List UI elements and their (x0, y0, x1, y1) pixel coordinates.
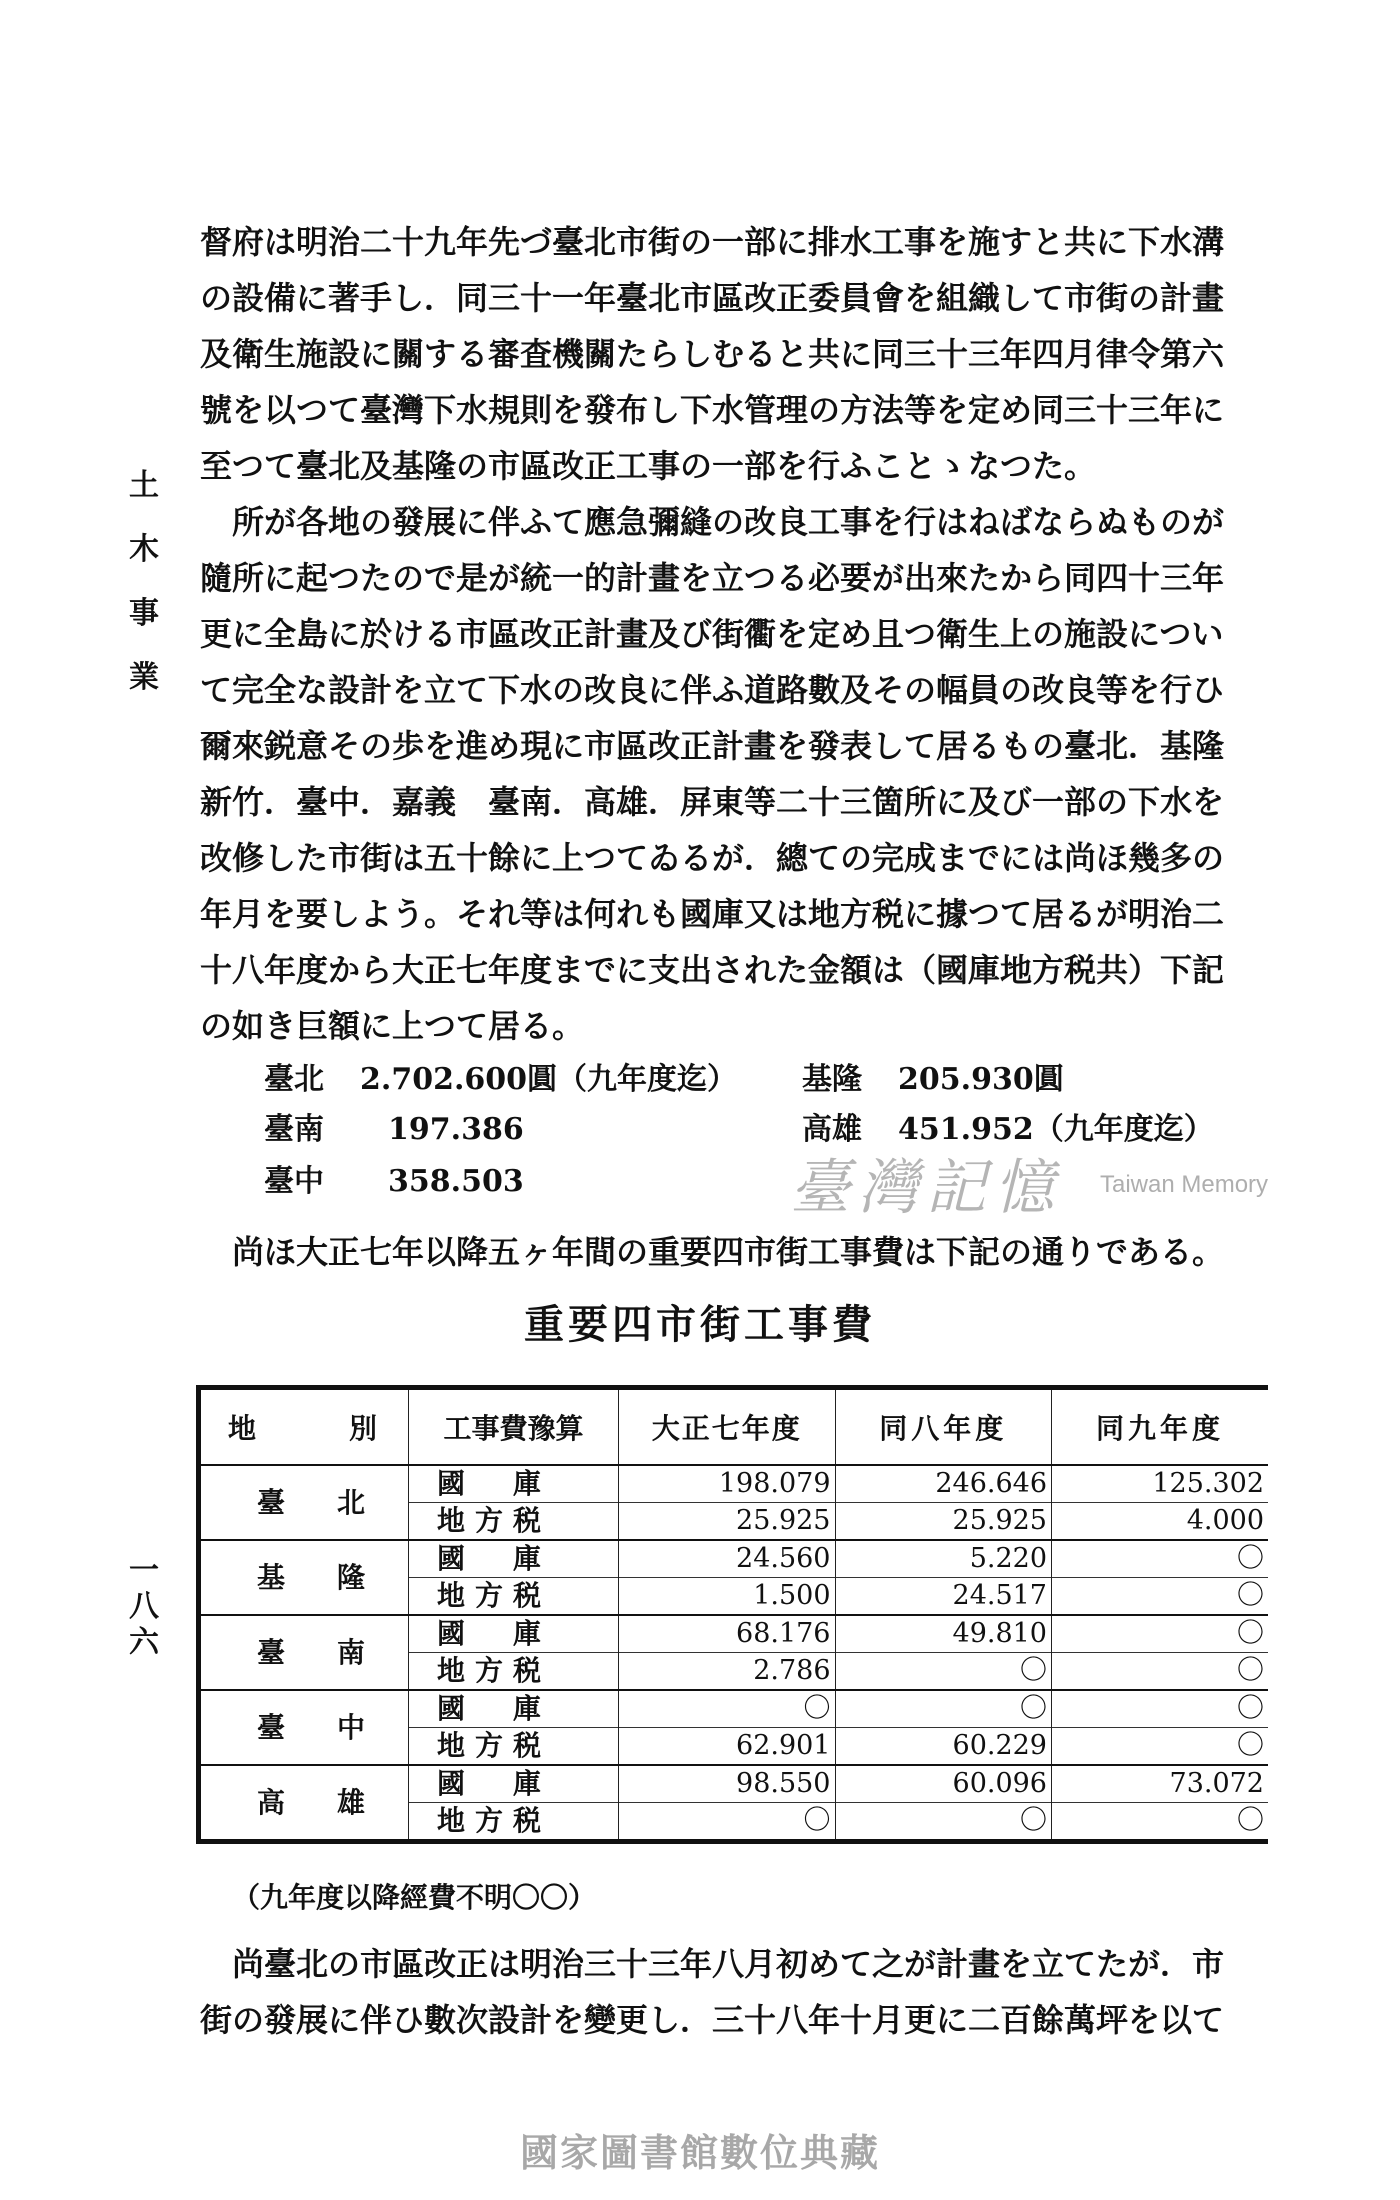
city-char: 北 (337, 1485, 366, 1519)
watermark-logo: 臺灣記憶 (790, 1153, 1062, 1223)
amount-value: 451.952（九年度迄） (898, 1112, 1214, 1147)
amount-value: 205.930圓 (898, 1062, 1064, 1097)
city-char: 中 (337, 1710, 366, 1744)
header-year1: 大正七年度 (619, 1388, 836, 1466)
city-char: 臺 (257, 1485, 286, 1519)
expenditure-table (196, 1385, 1268, 1844)
city-char: 臺 (257, 1635, 286, 1669)
section-label-char: 業 (129, 660, 159, 695)
city-char: 南 (337, 1635, 366, 1669)
page-number-char: 六 (129, 1625, 159, 1660)
amount-value: 2.702.600圓（九年度迄） (360, 1062, 738, 1097)
footer-library-credit: 國家圖書館數位典藏 (519, 2131, 880, 2175)
header-region (199, 1388, 409, 1466)
text-line: 至つて臺北及基隆の市區改正工事の一部を行ふことゝなつた。 (200, 447, 1097, 485)
city-char: 基 (257, 1560, 286, 1594)
value-cell: 68.176 (619, 1615, 836, 1653)
table-header-row (199, 1388, 1269, 1466)
source-cell: 地方税 (409, 1728, 619, 1766)
text-line: 及衛生施設に關する審査機關たらしむると共に同三十三年四月律令第六 (200, 335, 1225, 373)
value-cell: 60.096 (835, 1765, 1052, 1803)
city-cell (199, 1765, 409, 1842)
text-line: 爾來鋭意その歩を進め現に市區改正計畫を發表して居るもの臺北．基隆 (200, 727, 1225, 765)
text-line: 更に全島に於ける市區改正計畫及び街衢を定め且つ衛生上の施設につい (200, 615, 1224, 653)
table-row (199, 1690, 1269, 1728)
city-cell (199, 1465, 409, 1540)
value-cell: 〇 (1052, 1578, 1269, 1616)
value-cell: 〇 (1052, 1540, 1269, 1578)
section-label-char: 事 (129, 596, 159, 631)
watermark-subtitle: Taiwan Memory (1100, 1171, 1269, 1198)
city-char: 隆 (337, 1560, 366, 1594)
table-row (199, 1465, 1269, 1503)
amount-value: 197.386 (388, 1112, 524, 1147)
table-row (199, 1615, 1269, 1653)
value-cell: 2.786 (619, 1653, 836, 1691)
value-cell: 24.560 (619, 1540, 836, 1578)
city-cell (199, 1615, 409, 1690)
text-line: 新竹．臺中．嘉義 臺南．高雄．屏東等二十三箇所に及び一部の下水を (200, 783, 1225, 821)
text-line: 督府は明治二十九年先づ臺北市街の一部に排水工事を施すと共に下水溝 (200, 223, 1225, 261)
text-line: 十八年度から大正七年度までに支出された金額は（國庫地方税共）下記 (200, 951, 1225, 989)
city-char: 高 (257, 1785, 286, 1819)
table-title: 重要四市街工事費 (524, 1301, 876, 1348)
source-cell: 國 庫 (409, 1690, 619, 1728)
value-cell: 〇 (1052, 1728, 1269, 1766)
amount-city: 高雄 (802, 1112, 862, 1147)
header-region-char: 別 (348, 1412, 381, 1445)
source-cell: 地方税 (409, 1803, 619, 1842)
amount-city: 臺南 (264, 1112, 324, 1147)
intro-line: 尚ほ大正七年以降五ヶ年間の重要四市街工事費は下記の通りである。 (232, 1233, 1225, 1271)
text-line: て完全な設計を立て下水の改良に伴ふ道路數及その幅員の改良等を行ひ (200, 671, 1225, 709)
value-cell: 60.229 (835, 1728, 1052, 1766)
text-line: 所が各地の發展に伴ふて應急彌縫の改良工事を行はねばならぬものが (232, 503, 1225, 541)
table-row (199, 1540, 1269, 1578)
header-budget: 工事費豫算 (409, 1388, 619, 1466)
amount-city: 臺北 (264, 1062, 324, 1097)
value-cell: 〇 (1052, 1803, 1269, 1842)
source-cell: 國 庫 (409, 1465, 619, 1503)
value-cell: 25.925 (835, 1503, 1052, 1541)
section-label-char: 木 (129, 532, 159, 567)
source-cell: 地方税 (409, 1578, 619, 1616)
value-cell: 73.072 (1052, 1765, 1269, 1803)
value-cell: 98.550 (619, 1765, 836, 1803)
text-line: 尚臺北の市區改正は明治三十三年八月初めて之が計畫を立てたが．市 (232, 1945, 1225, 1983)
table-row (199, 1765, 1269, 1803)
value-cell: 〇 (619, 1803, 836, 1842)
value-cell: 〇 (1052, 1690, 1269, 1728)
amount-item (264, 1060, 737, 1100)
source-cell: 地方税 (409, 1653, 619, 1691)
amount-city: 臺中 (264, 1164, 324, 1199)
value-cell: 4.000 (1052, 1503, 1269, 1541)
value-cell: 25.925 (619, 1503, 836, 1541)
value-cell: 〇 (835, 1803, 1052, 1842)
value-cell: 〇 (1052, 1653, 1269, 1691)
header-year2: 同八年度 (835, 1388, 1052, 1466)
header-year3: 同九年度 (1052, 1388, 1269, 1466)
value-cell: 62.901 (619, 1728, 836, 1766)
text-line: 隨所に起つたので是が統一的計畫を立つる必要が出來たから同四十三年 (200, 559, 1225, 597)
city-char: 臺 (257, 1710, 286, 1744)
value-cell: 1.500 (619, 1578, 836, 1616)
value-cell: 125.302 (1052, 1465, 1269, 1503)
text-line: 街の發展に伴ひ數次設計を變更し．三十八年十月更に二百餘萬坪を以て (200, 2001, 1225, 2039)
amount-item (802, 1110, 1214, 1150)
amount-item (264, 1162, 524, 1202)
source-cell: 國 庫 (409, 1540, 619, 1578)
text-line: 號を以つて臺灣下水規則を發布し下水管理の方法等を定め同三十三年に (200, 391, 1225, 429)
amount-city: 基隆 (802, 1062, 862, 1097)
city-cell (199, 1540, 409, 1615)
text-line: 改修した市街は五十餘に上つてゐるが．總ての完成までには尚ほ幾多の (200, 839, 1225, 877)
page-number-char: 一 (129, 1553, 159, 1588)
page-number-char: 八 (129, 1589, 159, 1624)
text-line: の設備に著手し．同三十一年臺北市區改正委員會を組織して市街の計畫 (200, 279, 1225, 317)
value-cell: 〇 (835, 1653, 1052, 1691)
value-cell: 24.517 (835, 1578, 1052, 1616)
source-cell: 國 庫 (409, 1765, 619, 1803)
text-line: 年月を要しよう。それ等は何れも國庫又は地方税に據つて居るが明治二 (200, 895, 1225, 933)
amount-item (264, 1110, 524, 1150)
text-line: の如き巨額に上つて居る。 (200, 1007, 585, 1045)
source-cell: 地方税 (409, 1503, 619, 1541)
amount-item (802, 1060, 1064, 1100)
value-cell: 〇 (835, 1690, 1052, 1728)
value-cell: 198.079 (619, 1465, 836, 1503)
value-cell: 246.646 (835, 1465, 1052, 1503)
header-region-char: 地 (228, 1412, 261, 1445)
value-cell: 49.810 (835, 1615, 1052, 1653)
value-cell: 5.220 (835, 1540, 1052, 1578)
amount-value: 358.503 (388, 1164, 524, 1199)
table-note: （九年度以降經費不明〇〇） (232, 1881, 597, 1914)
city-char: 雄 (337, 1785, 366, 1819)
city-cell (199, 1690, 409, 1765)
section-label-char: 土 (129, 468, 159, 503)
source-cell: 國 庫 (409, 1615, 619, 1653)
value-cell: 〇 (619, 1690, 836, 1728)
value-cell: 〇 (1052, 1615, 1269, 1653)
